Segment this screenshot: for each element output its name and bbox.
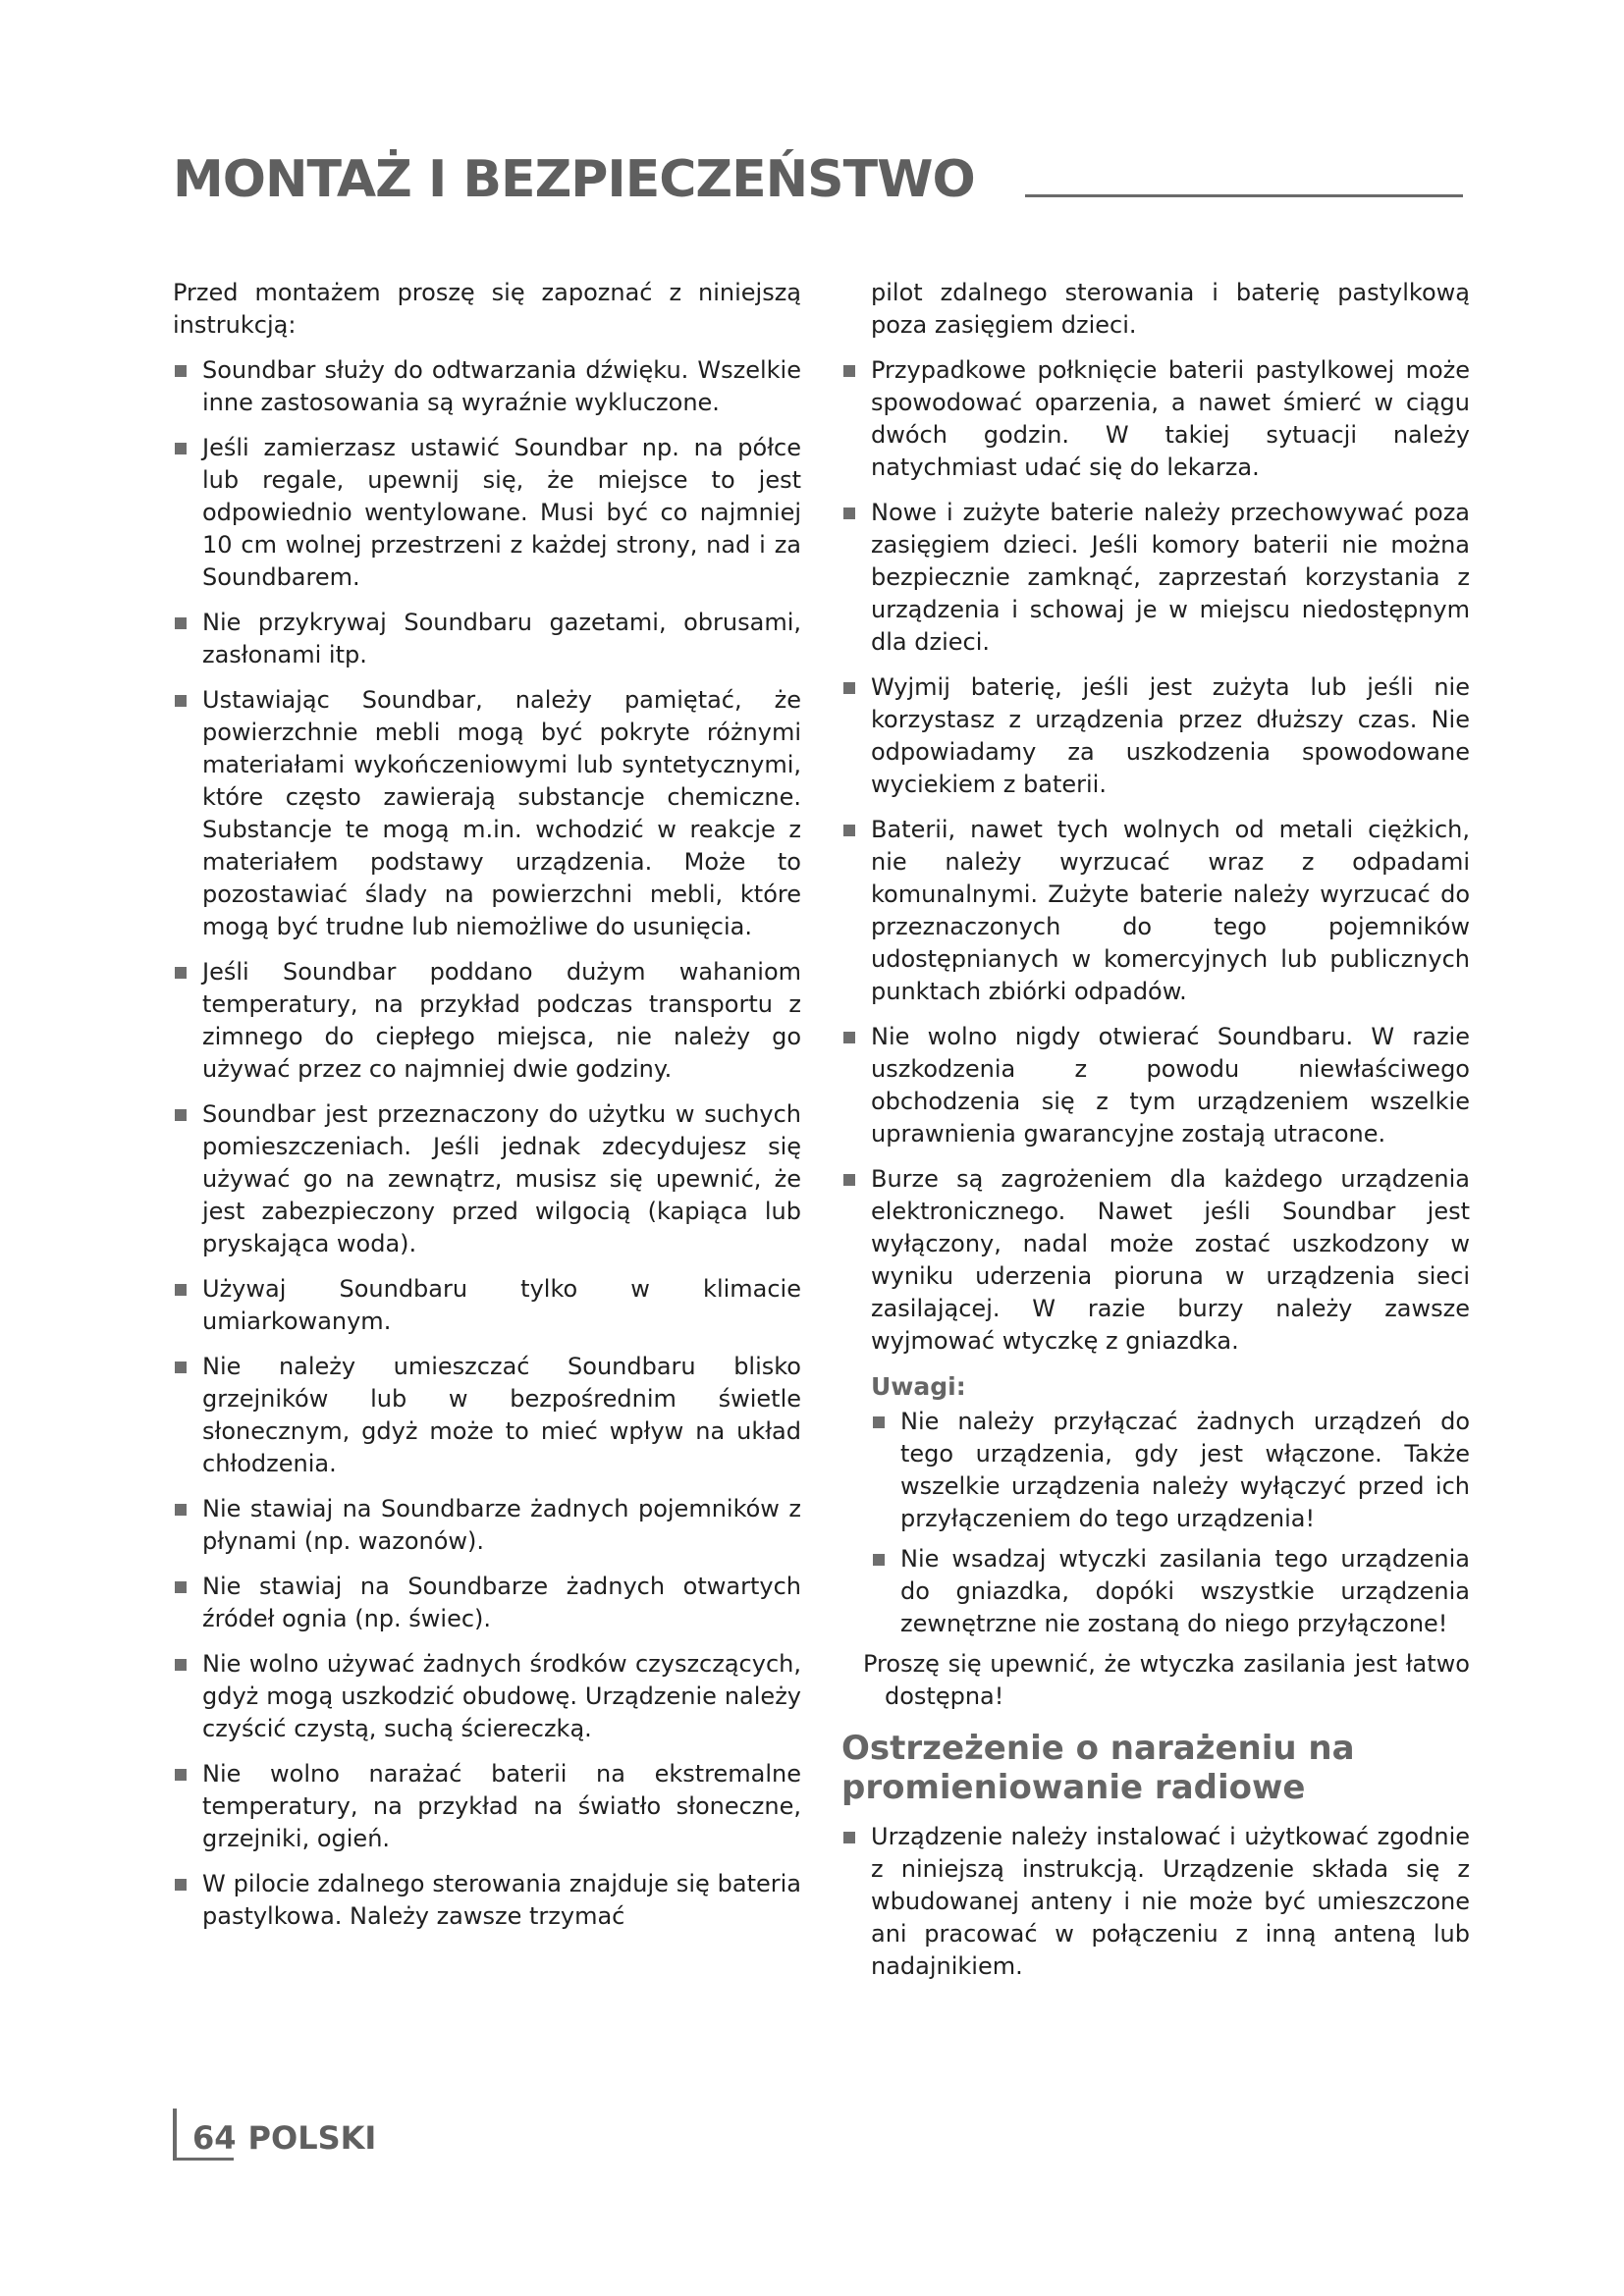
list-item: Wyjmij baterię, jeśli jest zużyta lub jeśli nie korzystasz z urządzenia przez dłuższy czas. Nie odpowiadamy za uszkodzenia spowodowane wyciekiem z baterii. — [841, 671, 1470, 801]
list-item: Nie wolno nigdy otwierać Soundbaru. W razie uszkodzenia z powodu niewłaściwego obchodzenia się z tym urządzeniem wszelkie uprawnienia gwarancyjne zostają utracone. — [841, 1021, 1470, 1150]
list-item: Przypadkowe połknięcie baterii pastylkowej może spowodować oparzenia, a nawet śmierć w ciągu dwóch godzin. W takiej sytuacji należy natychmiast udać się do lekarza. — [841, 354, 1470, 484]
list-item: Burze są zagrożeniem dla każdego urządzenia elektronicznego. Nawet jeśli Soundbar jest wyłączony, nadal może zostać uszkodzony w wyniku uderzenia pioruna w urządzenia sieci zasilającej. W razie burzy należy zawsze wyjmować wtyczkę z gniazdka. — [841, 1163, 1470, 1358]
square-bullet-icon — [843, 365, 855, 377]
list-item: Baterii, nawet tych wolnych od metali ciężkich, nie należy wyrzucać wraz z odpadami komunalnymi. Zużyte baterie należy wyrzucać do przeznaczonych do tego pojemników udostępnianych w komercyjnych lub publicznych punktach zbiórki odpadów. — [841, 814, 1470, 1008]
square-bullet-icon — [175, 1109, 187, 1121]
square-bullet-icon — [175, 1284, 187, 1296]
square-bullet-icon — [843, 1832, 855, 1843]
square-bullet-icon — [175, 967, 187, 979]
page-header — [173, 145, 1463, 214]
square-bullet-icon — [843, 1032, 855, 1043]
language-label: POLSKI — [247, 2119, 377, 2157]
list-item: Nie stawiaj na Soundbarze żadnych pojemników z płynami (np. wazonów). — [173, 1493, 801, 1558]
square-bullet-icon — [843, 682, 855, 694]
list-item: Jeśli Soundbar poddano dużym wahaniom temperatury, na przykład podczas transportu z zimnego do ciepłego miejsca, nie należy go używać przez co najmniej dwie godziny. — [173, 956, 801, 1086]
square-bullet-icon — [175, 1581, 187, 1593]
page-footer — [173, 2109, 566, 2177]
square-bullet-icon — [175, 695, 187, 707]
right-column — [841, 277, 1470, 1996]
intro-text: Przed montażem proszę się zapoznać z niniejszą instrukcją: — [173, 279, 801, 339]
square-bullet-icon — [175, 443, 187, 454]
list-item: Nie należy przyłączać żadnych urządzeń do tego urządzenia, gdy jest włączone. Także wszelkie urządzenia należy wyłączyć przed ich przyłączeniem do tego urządzenia! — [871, 1406, 1470, 1535]
square-bullet-icon — [175, 1879, 187, 1891]
square-bullet-icon — [175, 1769, 187, 1781]
square-bullet-icon — [175, 365, 187, 377]
notes-box — [841, 1370, 1470, 1640]
list-item: Nie przykrywaj Soundbaru gazetami, obrusami, zasłonami itp. — [173, 607, 801, 671]
square-bullet-icon — [175, 1659, 187, 1671]
list-item: Używaj Soundbaru tylko w klimacie umiarkowanym. — [173, 1273, 801, 1338]
list-item: Ustawiając Soundbar, należy pamiętać, że powierzchnie mebli mogą być pokryte różnymi materiałami wykończeniowymi lub syntetycznymi, które często zawierają substancje chemiczne. Substancje te mogą m.in. wchodzić w reakcje z materiałem podstawy urządzenia. Może to pozostawiać ślady na powierzchni mebli, które mogą być trudne lub niemożliwe do usunięcia. — [173, 684, 801, 943]
square-bullet-icon — [175, 1504, 187, 1516]
square-bullet-icon — [873, 1416, 885, 1428]
list-item: Nie wolno używać żadnych środków czyszczących, gdyż mogą uszkodzić obudowę. Urządzenie należy czyścić czystą, suchą ściereczką. — [173, 1648, 801, 1745]
list-item: Nie stawiaj na Soundbarze żadnych otwartych źródeł ognia (np. świec). — [173, 1571, 801, 1635]
list-item: Nowe i zużyte baterie należy przechowywać poza zasięgiem dzieci. Jeśli komory baterii nie można bezpiecznie zamknąć, zaprzestań korzystania z urządzenia i schowaj je w miejscu niedostępnym dla dzieci. — [841, 497, 1470, 659]
footer-bar — [173, 2109, 177, 2160]
square-bullet-icon — [843, 825, 855, 836]
square-bullet-icon — [843, 1174, 855, 1186]
list-item: Soundbar służy do odtwarzania dźwięku. Wszelkie inne zastosowania są wyraźnie wykluczone. — [173, 354, 801, 419]
list-item: Jeśli zamierzasz ustawić Soundbar np. na półce lub regale, upewnij się, że miejsce to jest odpowiednio wentylowane. Musi być co najmniej 10 cm wolnej przestrzeni z każdej strony, nad i za Soundbarem. — [173, 432, 801, 594]
list-item: Nie wsadzaj wtyczki zasilania tego urządzenia do gniazdka, dopóki wszystkie urządzenia zewnętrzne nie zostaną do niego przyłączone! — [871, 1543, 1470, 1640]
list-item: Soundbar jest przeznaczony do użytku w suchych pomieszczeniach. Jeśli jednak zdecydujesz się używać go na zewnątrz, musisz się upewnić, że jest zabezpieczony przed wilgocią (kapiąca lub pryskająca woda). — [173, 1098, 801, 1260]
list-item: W pilocie zdalnego sterowania znajduje się bateria pastylkowa. Należy zawsze trzymać — [173, 1868, 801, 1933]
section-title: Ostrzeżenie o narażeniu na promieniowanie radiowe — [841, 1729, 1355, 1807]
page-title: MONTAŻ I BEZPIECZEŃSTWO — [173, 150, 975, 209]
title-rule — [1025, 194, 1463, 197]
list-item: Urządzenie należy instalować i użytkować zgodnie z niniejszą instrukcją. Urządzenie składa się z wbudowanej anteny i nie może być umieszczone ani pracować w połączeniu z inną anteną lub nadajnikiem. — [841, 1821, 1470, 1983]
list-item: Nie należy umieszczać Soundbaru blisko grzejników lub w bezpośrednim świetle słonecznym, gdyż może to mieć wpływ na układ chłodzenia. — [173, 1351, 801, 1480]
square-bullet-icon — [873, 1554, 885, 1566]
square-bullet-icon — [175, 1362, 187, 1373]
square-bullet-icon — [175, 617, 187, 629]
footer-rule — [173, 2158, 234, 2161]
left-column — [173, 277, 801, 1946]
continued-text: pilot zdalnego sterowania i baterię pastylkową poza zasięgiem dzieci. — [871, 279, 1470, 339]
footer-label — [192, 2118, 388, 2158]
notes-title: Uwagi: — [871, 1372, 966, 1401]
plug-access-note: Proszę się upewnić, że wtyczka zasilania jest łatwo dostępna! — [863, 1650, 1470, 1710]
list-item: Nie wolno narażać baterii na ekstremalne temperatury, na przykład na światło słoneczne, grzejniki, ogień. — [173, 1758, 801, 1855]
square-bullet-icon — [843, 507, 855, 519]
page-number: 64 — [192, 2119, 237, 2157]
